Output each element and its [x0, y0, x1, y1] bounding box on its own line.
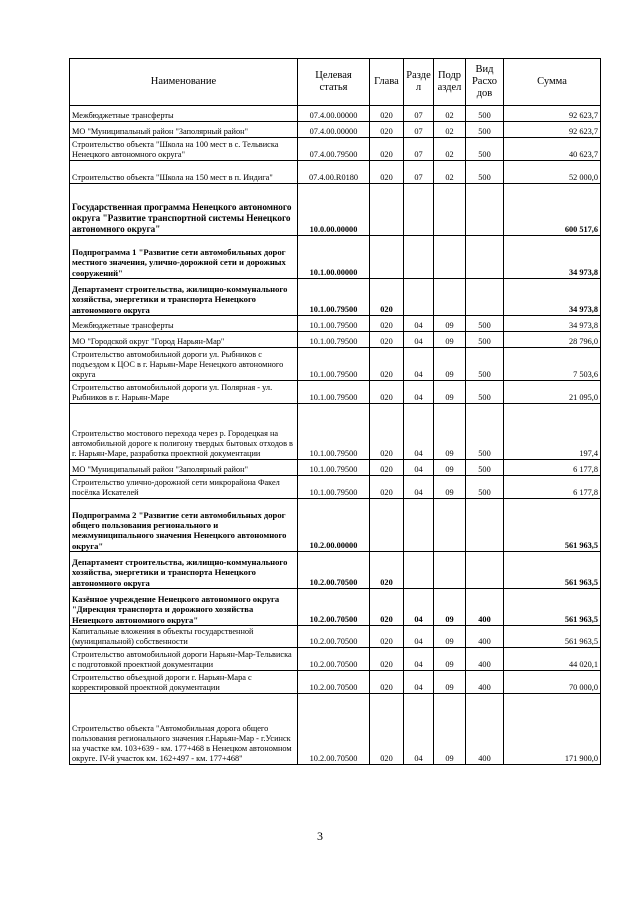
row-sum: 6 177,8 [504, 460, 601, 476]
row-sum: 28 796,0 [504, 332, 601, 348]
row-sum: 6 177,8 [504, 476, 601, 499]
header-article: Целевая статья [298, 59, 370, 106]
row-article: 10.2.00.70500 [298, 671, 370, 694]
header-expense-type: Вид Расхо дов [466, 59, 504, 106]
row-chapter: 020 [370, 476, 404, 499]
row-expense-type: 500 [466, 122, 504, 138]
row-section: 04 [404, 316, 434, 332]
row-article: 10.2.00.00000 [298, 499, 370, 552]
row-sum: 600 517,6 [504, 184, 601, 236]
row-expense-type [466, 499, 504, 552]
row-sum: 34 973,8 [504, 316, 601, 332]
row-name: Межбюджетные трансферты [70, 316, 298, 332]
row-expense-type: 500 [466, 381, 504, 404]
table-row [70, 279, 601, 316]
row-section: 04 [404, 648, 434, 671]
row-chapter: 020 [370, 404, 404, 460]
row-section: 04 [404, 460, 434, 476]
row-chapter: 020 [370, 648, 404, 671]
table-row [70, 648, 601, 671]
row-expense-type: 400 [466, 626, 504, 648]
header-subsection: Подр аздел [434, 59, 466, 106]
row-subsection [434, 279, 466, 316]
row-expense-type: 500 [466, 316, 504, 332]
row-name: Межбюджетные трансферты [70, 106, 298, 122]
table-row [70, 552, 601, 589]
row-section [404, 184, 434, 236]
row-section: 04 [404, 671, 434, 694]
row-name: Строительство мостового перехода через р. Городецкая на автомобильной дороге к полигону твердых бытовых отходов в г. Нарьян-Маре, разработка проектной документации [70, 404, 298, 460]
row-subsection: 02 [434, 138, 466, 161]
row-section [404, 236, 434, 279]
row-section: 07 [404, 161, 434, 184]
row-name: Строительство автомобильной дороги ул. Рыбников с подъездом к ЦОС в г. Нарьян-Маре Ненецкого автономного округа [70, 348, 298, 381]
row-expense-type: 500 [466, 460, 504, 476]
row-name: Подпрограмма 1 "Развитие сети автомобильных дорог местного значения, улично-дорожной сети и дорожных сооружений" [70, 236, 298, 279]
row-sum: 34 973,8 [504, 279, 601, 316]
row-article: 10.2.00.70500 [298, 552, 370, 589]
table-row [70, 626, 601, 648]
row-article: 07.4.00.00000 [298, 106, 370, 122]
row-section [404, 552, 434, 589]
row-subsection: 09 [434, 648, 466, 671]
row-subsection: 09 [434, 460, 466, 476]
row-name: Строительство объекта "Школа на 150 мест в п. Индига" [70, 161, 298, 184]
row-subsection [434, 552, 466, 589]
row-chapter: 020 [370, 316, 404, 332]
table-row [70, 161, 601, 184]
row-expense-type [466, 279, 504, 316]
row-chapter: 020 [370, 381, 404, 404]
row-name: МО "Городской округ "Город Нарьян-Мар" [70, 332, 298, 348]
row-name: Строительство автомобильной дороги ул. Полярная - ул. Рыбников в г. Нарьян-Маре [70, 381, 298, 404]
table-row [70, 106, 601, 122]
row-expense-type [466, 552, 504, 589]
row-expense-type: 400 [466, 648, 504, 671]
table-row [70, 694, 601, 765]
row-chapter: 020 [370, 279, 404, 316]
row-subsection: 09 [434, 404, 466, 460]
row-expense-type: 400 [466, 589, 504, 626]
row-section [404, 499, 434, 552]
row-expense-type: 400 [466, 671, 504, 694]
row-name: Капитальные вложения в объекты государственной (муниципальной) собственности [70, 626, 298, 648]
row-name: Департамент строительства, жилищно-коммунального хозяйства, энергетики и транспорта Ненецкого автономного округа [70, 552, 298, 589]
row-subsection: 09 [434, 316, 466, 332]
table-row [70, 348, 601, 381]
row-expense-type: 500 [466, 348, 504, 381]
row-expense-type: 500 [466, 404, 504, 460]
row-name: Казённое учреждение Ненецкого автономного округа "Дирекция транспорта и дорожного хозяйства Ненецкого автономного округа" [70, 589, 298, 626]
row-section: 07 [404, 138, 434, 161]
table-row [70, 332, 601, 348]
row-subsection [434, 236, 466, 279]
row-sum: 70 000,0 [504, 671, 601, 694]
row-subsection: 02 [434, 161, 466, 184]
row-subsection: 09 [434, 476, 466, 499]
row-subsection: 09 [434, 348, 466, 381]
row-chapter: 020 [370, 161, 404, 184]
row-article: 10.2.00.70500 [298, 694, 370, 765]
row-sum: 561 963,5 [504, 552, 601, 589]
header-sum: Сумма [504, 59, 601, 106]
row-article: 10.2.00.70500 [298, 648, 370, 671]
row-name: Государственная программа Ненецкого автономного округа "Развитие транспортной системы Ненецкого автономного округа" [70, 184, 298, 236]
row-subsection [434, 184, 466, 236]
row-section: 04 [404, 476, 434, 499]
table-row [70, 184, 601, 236]
table-row [70, 460, 601, 476]
row-name: Строительство объездной дороги г. Нарьян-Мара с корректировкой проектной документации [70, 671, 298, 694]
row-article: 07.4.00.00000 [298, 122, 370, 138]
row-article: 10.1.00.79500 [298, 381, 370, 404]
row-expense-type [466, 236, 504, 279]
row-article: 10.2.00.70500 [298, 626, 370, 648]
row-section: 04 [404, 332, 434, 348]
row-article: 10.2.00.70500 [298, 589, 370, 626]
row-section [404, 279, 434, 316]
row-article: 10.1.00.79500 [298, 460, 370, 476]
table-row [70, 671, 601, 694]
table-row [70, 404, 601, 460]
table-row [70, 589, 601, 626]
row-section: 04 [404, 381, 434, 404]
row-article: 10.1.00.00000 [298, 236, 370, 279]
table-row [70, 138, 601, 161]
row-chapter: 020 [370, 122, 404, 138]
row-name: Департамент строительства, жилищно-коммунального хозяйства, энергетики и транспорта Ненецкого автономного округа [70, 279, 298, 316]
row-subsection: 09 [434, 626, 466, 648]
row-subsection [434, 499, 466, 552]
table-row [70, 316, 601, 332]
row-section: 04 [404, 694, 434, 765]
row-subsection: 09 [434, 589, 466, 626]
row-name: Строительство автомобильной дороги Нарьян-Мар-Тельвиска с подготовкой проектной документации [70, 648, 298, 671]
row-section: 04 [404, 589, 434, 626]
row-chapter: 020 [370, 552, 404, 589]
row-chapter [370, 499, 404, 552]
row-sum: 7 503,6 [504, 348, 601, 381]
row-subsection: 09 [434, 671, 466, 694]
row-article: 10.1.00.79500 [298, 348, 370, 381]
row-subsection: 02 [434, 122, 466, 138]
row-chapter [370, 236, 404, 279]
row-chapter: 020 [370, 460, 404, 476]
row-article: 10.1.00.79500 [298, 332, 370, 348]
row-subsection: 02 [434, 106, 466, 122]
header-chapter: Глава [370, 59, 404, 106]
row-chapter: 020 [370, 626, 404, 648]
row-article: 10.1.00.79500 [298, 279, 370, 316]
row-sum: 40 623,7 [504, 138, 601, 161]
row-sum: 44 020,1 [504, 648, 601, 671]
row-name: Подпрограмма 2 "Развитие сети автомобильных дорог общего пользования регионального и межмуниципального значения Ненецкого автономного округа" [70, 499, 298, 552]
budget-table [69, 58, 601, 765]
row-chapter [370, 184, 404, 236]
table-row [70, 122, 601, 138]
row-sum: 92 623,7 [504, 106, 601, 122]
row-name: МО "Муниципальный район "Заполярный район" [70, 460, 298, 476]
row-section: 04 [404, 404, 434, 460]
row-chapter: 020 [370, 138, 404, 161]
table-body [70, 106, 601, 765]
row-section: 07 [404, 106, 434, 122]
row-expense-type: 500 [466, 332, 504, 348]
row-chapter: 020 [370, 589, 404, 626]
row-chapter: 020 [370, 694, 404, 765]
table-row [70, 381, 601, 404]
header-row [70, 59, 601, 106]
row-article: 10.0.00.00000 [298, 184, 370, 236]
table-row [70, 476, 601, 499]
row-article: 10.1.00.79500 [298, 404, 370, 460]
row-section: 07 [404, 122, 434, 138]
row-sum: 52 000,0 [504, 161, 601, 184]
row-name: МО "Муниципальный район "Заполярный район" [70, 122, 298, 138]
row-name: Строительство объекта "Автомобильная дорога общего пользования регионального значения г.Нарьян-Мар - г.Усинск на участке км. 103+639 - км. 177+468 в Ненецком автономном округе. IV-й участок км. 162+497 - км. 177+468" [70, 694, 298, 765]
row-sum: 21 095,0 [504, 381, 601, 404]
row-article: 07.4.00.R0180 [298, 161, 370, 184]
row-expense-type [466, 184, 504, 236]
row-chapter: 020 [370, 671, 404, 694]
row-article: 10.1.00.79500 [298, 476, 370, 499]
row-section: 04 [404, 348, 434, 381]
header-section: Разде л [404, 59, 434, 106]
row-sum: 561 963,5 [504, 499, 601, 552]
row-expense-type: 500 [466, 138, 504, 161]
row-sum: 561 963,5 [504, 626, 601, 648]
header-name: Наименование [70, 59, 298, 106]
row-article: 10.1.00.79500 [298, 316, 370, 332]
page-number: 3 [317, 829, 323, 843]
row-section: 04 [404, 626, 434, 648]
row-name: Строительство улично-дорожной сети микрорайона Факел посёлка Искателей [70, 476, 298, 499]
row-expense-type: 500 [466, 161, 504, 184]
table-row [70, 236, 601, 279]
row-sum: 92 623,7 [504, 122, 601, 138]
row-sum: 197,4 [504, 404, 601, 460]
row-chapter: 020 [370, 106, 404, 122]
row-sum: 561 963,5 [504, 589, 601, 626]
row-expense-type: 500 [466, 106, 504, 122]
row-sum: 34 973,8 [504, 236, 601, 279]
row-expense-type: 400 [466, 694, 504, 765]
row-article: 07.4.00.79500 [298, 138, 370, 161]
row-name: Строительство объекта "Школа на 100 мест в с. Тельвиска Ненецкого автономного округа" [70, 138, 298, 161]
row-subsection: 09 [434, 332, 466, 348]
row-chapter: 020 [370, 348, 404, 381]
table-row [70, 499, 601, 552]
row-chapter: 020 [370, 332, 404, 348]
row-expense-type: 500 [466, 476, 504, 499]
row-subsection: 09 [434, 381, 466, 404]
row-subsection: 09 [434, 694, 466, 765]
row-sum: 171 900,0 [504, 694, 601, 765]
